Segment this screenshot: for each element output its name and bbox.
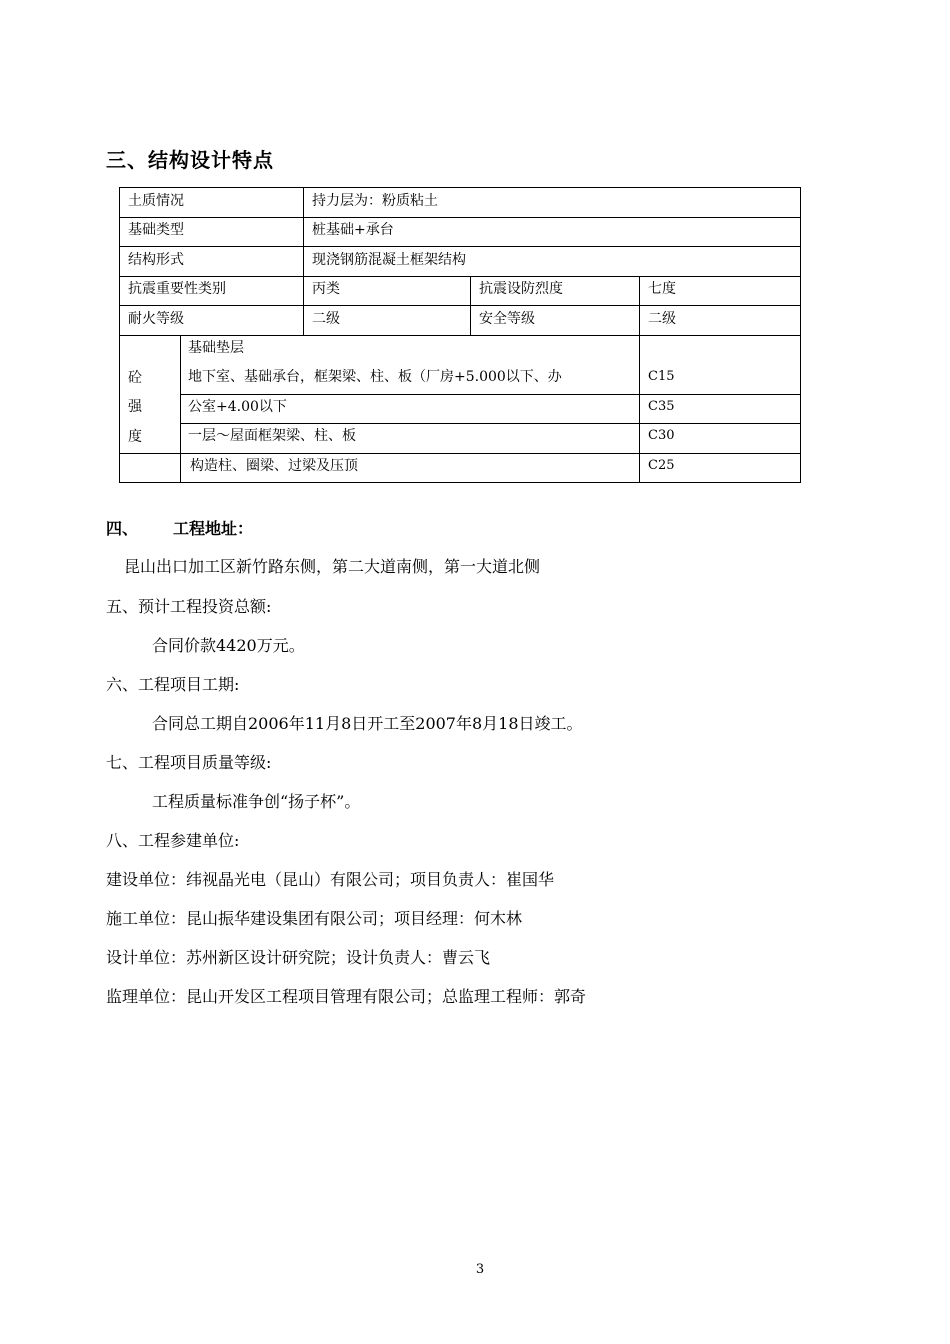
foundation-value: 桩基础+承台 <box>312 222 394 238</box>
concrete-label-char-1: 砼 <box>128 370 142 386</box>
section-7-title: 七、工程项目质量等级: <box>106 753 272 772</box>
fire-value: 二级 <box>312 311 340 327</box>
structure-label: 结构形式 <box>128 252 184 268</box>
section-5-title: 五、预计工程投资总额: <box>106 597 272 616</box>
safety-value: 二级 <box>648 311 676 327</box>
section-4-number: 四、 <box>106 519 139 538</box>
section-8-title: 八、工程参建单位: <box>106 831 240 850</box>
soil-label: 土质情况 <box>128 193 184 209</box>
intensity-label: 抗震设防烈度 <box>479 281 563 297</box>
safety-label: 安全等级 <box>479 311 535 327</box>
concrete-grade-2: C15 <box>648 369 675 384</box>
contract-price: 合同价款4420万元。 <box>152 636 305 655</box>
unit-contractor: 施工单位：昆山振华建设集团有限公司；项目经理：何木林 <box>106 909 523 928</box>
concrete-part-1: 基础垫层 <box>188 340 244 356</box>
section-6-title: 六、工程项目工期: <box>106 675 240 694</box>
concrete-label-char-2: 强 <box>128 399 142 415</box>
concrete-part-5: 构造柱、圈梁、过梁及压顶 <box>190 458 358 474</box>
unit-owner: 建设单位：纬视晶光电（昆山）有限公司；项目负责人：崔国华 <box>106 870 555 889</box>
quality-target: 工程质量标准争创“扬子杯”。 <box>152 792 361 811</box>
page-number: 3 <box>475 1262 485 1277</box>
project-duration: 合同总工期自2006年11月8日开工至2007年8月18日竣工。 <box>152 714 583 733</box>
seismic-label: 抗震重要性类别 <box>128 281 226 297</box>
soil-value: 持力层为：粉质粘土 <box>312 193 438 209</box>
foundation-label: 基础类型 <box>128 222 184 238</box>
concrete-part-2: 地下室、基础承台，框架梁、柱、板（厂房+5.000以下、办 <box>188 369 562 385</box>
intensity-value: 七度 <box>648 281 676 297</box>
concrete-part-4: 一层～屋面框架梁、柱、板 <box>188 428 356 444</box>
unit-supervisor: 监理单位：昆山开发区工程项目管理有限公司；总监理工程师：郭奇 <box>106 987 587 1006</box>
unit-designer: 设计单位：苏州新区设计研究院；设计负责人：曹云飞 <box>106 948 491 967</box>
concrete-grade-5: C25 <box>648 458 675 473</box>
concrete-label-char-3: 度 <box>128 429 142 445</box>
concrete-grade-3: C35 <box>648 399 675 414</box>
seismic-value: 丙类 <box>312 281 340 297</box>
project-address: 昆山出口加工区新竹路东侧，第二大道南侧，第一大道北侧 <box>124 557 541 576</box>
concrete-grade-4: C30 <box>648 428 675 443</box>
concrete-part-3: 公室+4.00以下 <box>188 399 287 415</box>
structure-value: 现浇钢筋混凝土框架结构 <box>312 252 466 268</box>
fire-label: 耐火等级 <box>128 311 184 327</box>
section-3-title: 三、结构设计特点 <box>106 148 274 172</box>
section-4-title: 工程地址： <box>173 519 254 538</box>
